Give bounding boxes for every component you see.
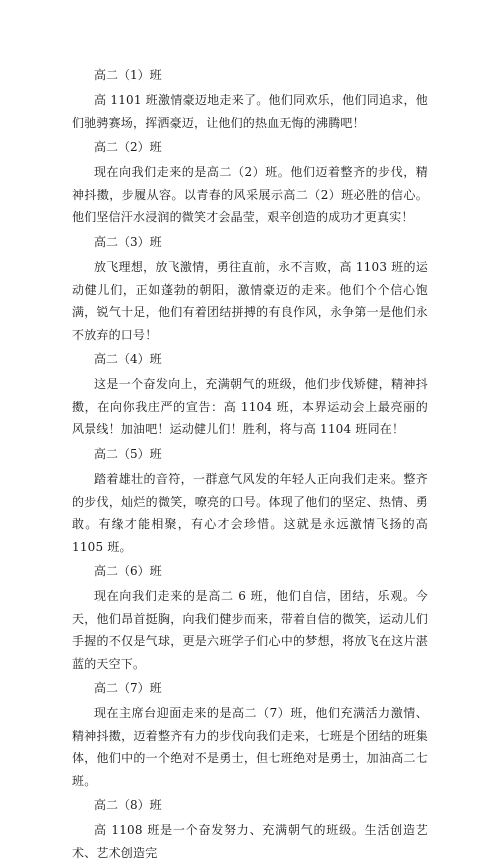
section-paragraph: 这是一个奋发向上，充满朝气的班级，他们步伐矫健，精神抖擞，在向你我庄严的宣告：高 1104 班，本界运动会上最亮丽的风景线！加油吧！运动健儿们！胜利，将与高 1104 班同在！ bbox=[72, 377, 428, 437]
section-paragraph: 现在向我们走来的是高二 6 班，他们自信，团结，乐观。今天，他们昂首挺胸，向我们健步而来，带着自信的微笑，运动儿们手握的不仅是气球，更是六班学子们心中的梦想，将放飞在这片湛蓝的天空下。 bbox=[72, 589, 428, 671]
section-heading: 高二（7）班 bbox=[94, 681, 162, 695]
section-heading: 高二（2）班 bbox=[94, 140, 162, 154]
section-heading: 高二（3）班 bbox=[94, 235, 162, 249]
section-heading: 高二（5）班 bbox=[94, 447, 162, 461]
section-paragraph: 现在主席台迎面走来的是高二（7）班，他们充满活力激情、精神抖擞，迈着整齐有力的步伐向我们走来，七班是个团结的班集体，他们中的一个绝对不是勇士，但七班绝对是勇士，加油高二七班。 bbox=[72, 706, 428, 788]
section-heading: 高二（4）班 bbox=[94, 352, 162, 366]
section-paragraph: 放飞理想，放飞激情，勇往直前，永不言败，高 1103 班的运动健儿们，正如蓬勃的朝阳，激情豪迈的走来。他们个个信心饱满，锐气十足，他们有着团结拼搏的有良作风，永争第一是他们永不放弃的口号！ bbox=[72, 260, 428, 342]
section-heading: 高二（6）班 bbox=[94, 564, 162, 578]
section-paragraph: 高 1101 班激情豪迈地走来了。他们同欢乐，他们同追求，他们驰骋赛场，挥洒豪迈，让他们的热血无悔的沸腾吧！ bbox=[72, 93, 428, 130]
section-paragraph: 高 1108 班是一个奋发努力、充满朝气的班级。生活创造艺术、艺术创造完 bbox=[72, 823, 428, 860]
section-heading: 高二（8）班 bbox=[94, 798, 162, 812]
section-heading: 高二（1）班 bbox=[94, 68, 162, 82]
section-paragraph: 现在向我们走来的是高二（2）班。他们迈着整齐的步伐，精神抖擞，步履从容。以青春的风采展示高二（2）班必胜的信心。他们坚信汗水浸润的微笑才会晶莹，艰辛创造的成功才更真实！ bbox=[72, 165, 428, 225]
section-paragraph: 踏着雄壮的音符，一群意气风发的年轻人正向我们走来。整齐的步伐，灿烂的微笑，嘹亮的口号。体现了他们的坚定、热情、勇敢。有缘才能相聚，有心才会珍惜。这就是永远激情飞扬的高 1105 班。 bbox=[72, 472, 428, 554]
